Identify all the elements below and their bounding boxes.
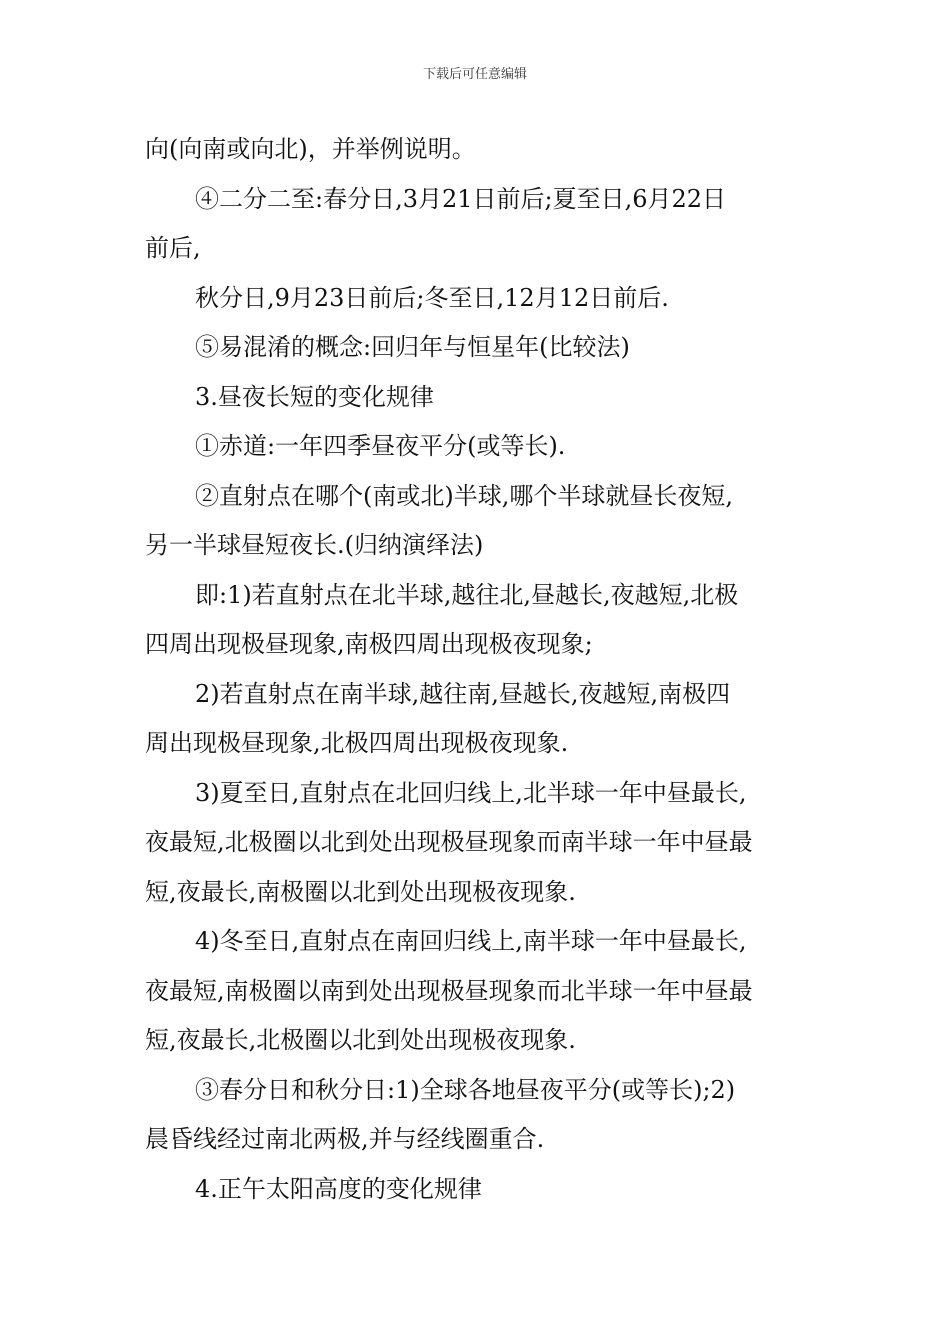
text-line: 短,夜最长,北极圈以北到处出现极夜现象. [145, 1026, 576, 1054]
text-line: 2)若直射点在南半球,越往南,昼越长,夜越短,南极四 [195, 679, 731, 708]
text-line: 4)冬至日,直射点在南回归线上,南半球一年中昼最长, [195, 927, 747, 955]
text-line: 夜最短,南极圈以南到处出现极昼现象而北半球一年中昼最 [145, 976, 753, 1005]
text-line: 夜最短,北极圈以北到处出现极昼现象而南半球一年中昼最 [145, 828, 753, 856]
text-line: 3)夏至日,直射点在北回归线上,北半球一年中昼最长, [195, 778, 747, 807]
text-line: 即:1)若直射点在北半球,越往北,昼越长,夜越短,北极 [195, 580, 739, 609]
text-line: ③春分日和秋分日:1)全球各地昼夜平分(或等长);2) [195, 1075, 736, 1104]
text-line: 晨昏线经过南北两极,并与经线圈重合. [145, 1125, 545, 1153]
text-line: ④二分二至:春分日,3月21日前后;夏至日,6月22日 [195, 184, 727, 213]
text-line: 前后, [145, 234, 201, 262]
text-line: 另一半球昼短夜长.(归纳演绎法) [145, 531, 484, 559]
text-line: ②直射点在哪个(南或北)半球,哪个半球就昼长夜短, [195, 481, 733, 510]
page-header: 下载后可任意编辑 [422, 67, 527, 82]
text-line: 4.正午太阳高度的变化规律 [195, 1174, 482, 1203]
text-line: ⑤易混淆的概念:回归年与恒星年(比较法) [195, 333, 630, 361]
text-line: 周出现极昼现象,北极四周出现极夜现象. [145, 729, 569, 757]
document-body [145, 125, 815, 1214]
text-line: 向(向南或向北)，并举例说明。 [145, 135, 476, 163]
text-line: 3.昼夜长短的变化规律 [195, 382, 434, 411]
text-line: 短,夜最长,南极圈以北到处出现极夜现象. [145, 877, 576, 906]
text-line: 四周出现极昼现象,南极四周出现极夜现象; [145, 630, 593, 658]
text-line: 秋分日,9月23日前后;冬至日,12月12日前后. [195, 283, 669, 312]
text-line: ①赤道:一年四季昼夜平分(或等长). [195, 432, 566, 460]
